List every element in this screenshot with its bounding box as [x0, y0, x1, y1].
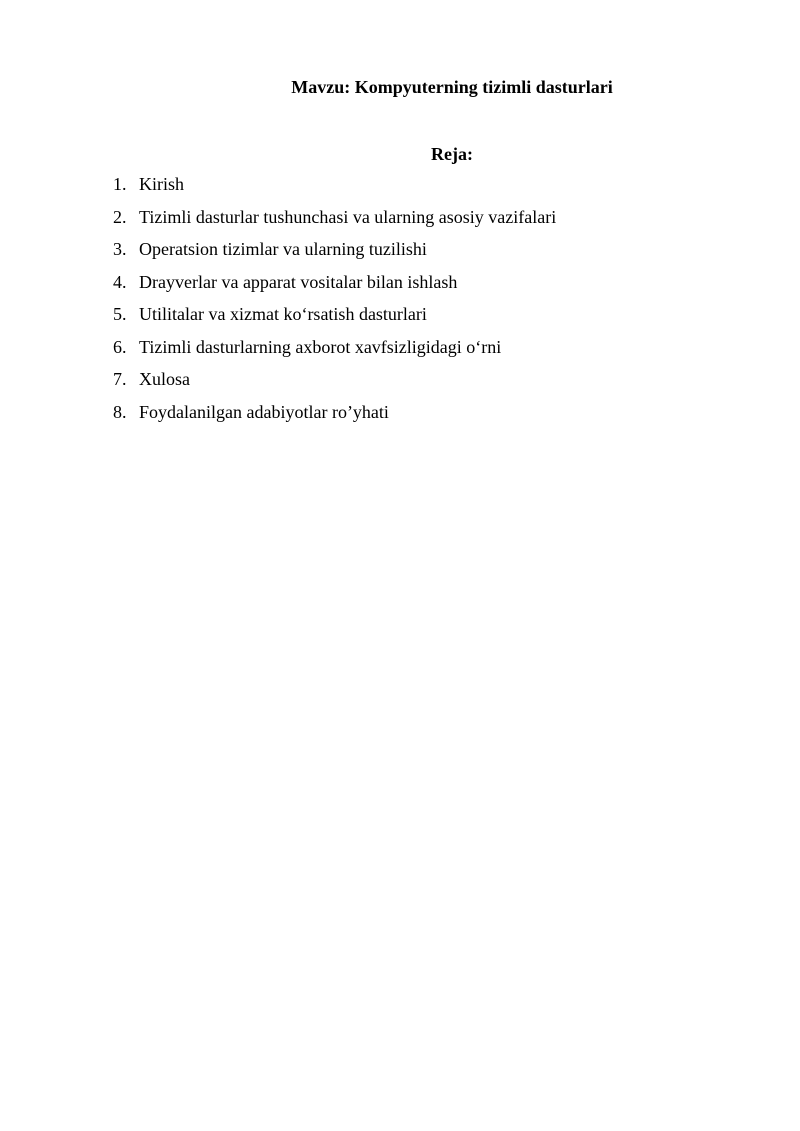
plan-item-number: 2.: [113, 206, 127, 227]
plan-item-text: Tizimli dasturlar tushunchasi va ularning asosiy vazifalari: [139, 206, 557, 227]
plan-item: [113, 367, 713, 400]
plan-item-number: 1.: [113, 174, 127, 194]
plan-item-text: Operatsion tizimlar va ularning tuzilishi: [139, 239, 427, 259]
plan-item-number: 5.: [113, 304, 127, 324]
plan-item: [113, 237, 713, 270]
plan-item: [113, 335, 713, 368]
plan-item: [113, 205, 713, 238]
plan-item-text: Foydalanilgan adabiyotlar ro’yhati: [139, 401, 389, 422]
plan-item-number: 3.: [113, 239, 127, 259]
plan-item-text: Kirish: [139, 174, 184, 194]
plan-heading: Reja:: [431, 144, 473, 164]
plan-list: [113, 172, 713, 432]
plan-item-number: 7.: [113, 369, 127, 389]
plan-item-text: Xulosa: [139, 369, 190, 389]
plan-item-text: Drayverlar va apparat vositalar bilan ishlash: [139, 271, 458, 292]
plan-item: [113, 302, 713, 335]
plan-item-text: Tizimli dasturlarning axborot xavfsizligidagi oʻrni: [139, 336, 502, 357]
plan-item: [113, 400, 713, 433]
document-title: Mavzu: Kompyuterning tizimli dasturlari: [291, 77, 613, 97]
plan-item: [113, 172, 713, 205]
plan-item: [113, 270, 713, 303]
plan-item-number: 8.: [113, 401, 127, 422]
plan-item-number: 6.: [113, 336, 127, 357]
plan-item-text: Utilitalar va xizmat koʻrsatish dasturlari: [139, 304, 427, 324]
plan-item-number: 4.: [113, 271, 127, 292]
